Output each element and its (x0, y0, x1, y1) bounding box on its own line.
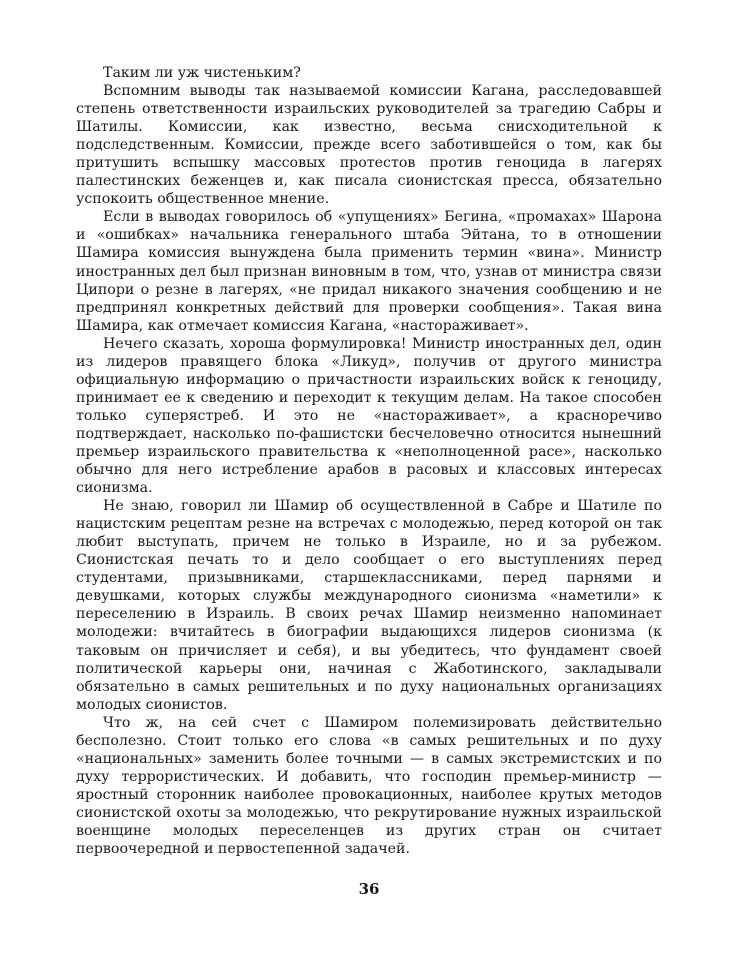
paragraph: Нечего сказать, хороша формулировка! Министр иностранных дел, один из лидеров правящего блока «Ликуд», получив от другого министра официальную информацию о причастности израильских войск к геноциду, принимает ее к сведению и переходит к текущим делам. На такое способен только суперястреб. И это не «настораживает», а красноречиво подтверждает, насколько по-фашистски бесчеловечно относится нынешний премьер израильского правительства к «неполноценной расе», насколько обычно для него истребление арабов в расовых и классовых интересах сионизма. (76, 335, 662, 497)
paragraph: Что ж, на сей счет с Шамиром полемизировать действительно бесполезно. Стоит только его слова «в самых решительных и по духу «национальных» заменить более точными — в самых экстремистских и по духу террористических. И добавить, что господин премьер-министр — яростный сторонник наиболее провокационных, наиболее крутых методов сионистской охоты за молодежью, что рекрутирование нужных израильской военщине молодых переселенцев из других стран он считает первоочередной и первостепенной задачей. (76, 714, 662, 858)
paragraph: Не знаю, говорил ли Шамир об осуществленной в Сабре и Шатиле по нацистским рецептам резне на встречах с молодежью, перед которой он так любит выступать, причем не только в Израиле, но и за рубежом. Сионистская печать то и дело сообщает о его выступлениях перед студентами, призывниками, старшеклассниками, перед парнями и девушками, которых службы международного сионизма «наметили» к переселению в Израиль. В своих речах Шамир неизменно напоминает молодежи: вчитайтесь в биографии выдающихся лидеров сионизма (к таковым он причисляет и себя), и вы убедитесь, что фундамент своей политической карьеры они, начиная с Жаботинского, закладывали обязательно в самых решительных и по духу национальных организациях молодых сионистов. (76, 498, 662, 713)
paragraph: Если в выводах говорилось об «упущениях» Бегина, «промахах» Шарона и «ошибках» начальника генерального штаба Эйтана, то в отношении Шамира комиссия вынуждена была применить термин «вина». Министр иностранных дел был признан виновным в том, что, узнав от министра связи Ципори о резне в лагерях, «не придал никакого значения сообщению и не предпринял конкретных действий для проверки сообщения». Такая вина Шамира, как отмечает комиссия Кагана, «настораживает». (76, 209, 662, 334)
page-number: 36 (358, 880, 380, 898)
page-body (76, 64, 662, 858)
paragraph: Вспомним выводы так называемой комиссии Кагана, расследовавшей степень ответственности израильских руководителей за трагедию Сабры и Шатилы. Комиссии, как известно, весьма снисходительной к подследственным. Комиссии, прежде всего заботившейся о том, как бы притушить вспышку массовых протестов против геноцида в лагерях палестинских беженцев и, как писала сионистская пресса, обязательно успокоить общественное мнение. (76, 83, 662, 208)
paragraph-heading-line: Таким ли уж чистеньким? (103, 65, 301, 81)
